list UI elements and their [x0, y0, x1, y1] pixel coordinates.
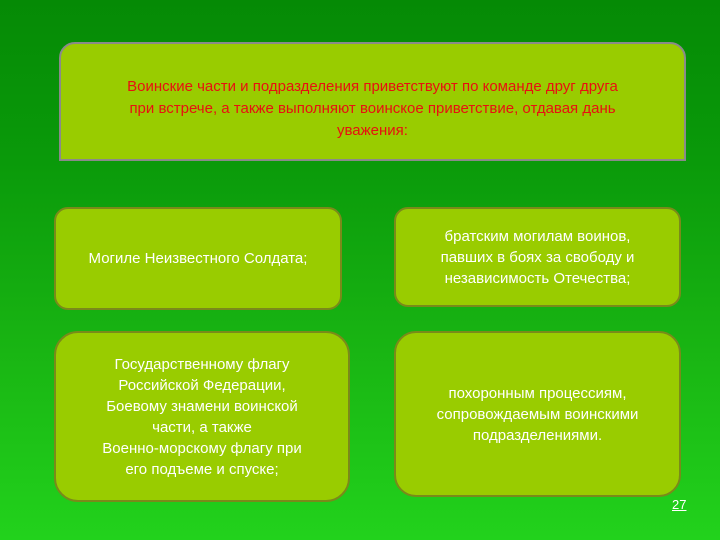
item-box-processions [394, 331, 681, 497]
item-box-graves [394, 207, 681, 307]
item-text-processions: похоронным процессиям, сопровождаемым воинскими подразделениями. [436, 384, 639, 444]
page-number: 27 [672, 497, 687, 512]
item-box-flags [54, 331, 350, 502]
header-text: Воинские части и подразделения приветствуют по команде друг друга при встрече, а также выполняют воинское приветствие, отдавая дань уважения: [127, 78, 618, 139]
item-text-tomb: Могиле Неизвестного Солдата; [88, 250, 308, 267]
item-text-flags: Государственному флагу Российской Федерации, Боевому знамени воинской части, а также Военно-морскому флагу при его подъеме и спуске; [102, 355, 302, 478]
item-box-tomb [54, 207, 342, 310]
item-text-graves: братским могилам воинов, павших в боях за свободу и независимость Отечества; [440, 227, 635, 287]
header-box [59, 42, 686, 161]
